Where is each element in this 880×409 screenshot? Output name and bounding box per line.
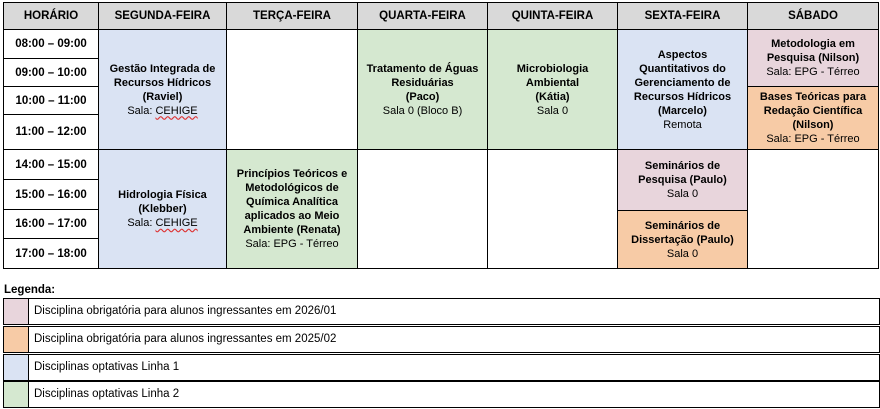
course-instructor: (Marcelo) bbox=[658, 104, 707, 117]
legend-text: Disciplinas optativas Linha 1 bbox=[34, 361, 180, 373]
course-metodologia-pesquisa bbox=[747, 29, 879, 87]
header-quarta: QUARTA-FEIRA bbox=[357, 2, 488, 30]
course-gestao-integrada bbox=[98, 29, 227, 150]
course-room: Sala: EPG - Térreo bbox=[245, 238, 339, 250]
header-quinta: QUINTA-FEIRA bbox=[487, 2, 618, 30]
time-slot: 09:00 – 10:00 bbox=[3, 58, 99, 87]
course-title-line: Gerenciamento de bbox=[634, 76, 731, 89]
course-aspectos-quantitativos bbox=[617, 29, 748, 150]
legend-item bbox=[3, 326, 880, 353]
course-title-line: Metodológicos de bbox=[245, 182, 339, 194]
time-slot: 15:00 – 16:00 bbox=[3, 179, 99, 210]
course-title-line: Metodologia em bbox=[771, 38, 855, 50]
legend-swatch bbox=[4, 327, 29, 352]
course-tratamento-aguas bbox=[357, 29, 488, 150]
course-room: Sala: CEHIGE bbox=[127, 217, 198, 229]
legend-item bbox=[3, 354, 880, 381]
course-title-line: Pesquisa (Paulo) bbox=[638, 174, 727, 186]
course-title-line: Dissertação (Paulo) bbox=[631, 233, 734, 246]
course-title-line: Princípios Teóricos e bbox=[236, 168, 348, 180]
empty-slot bbox=[487, 149, 618, 269]
course-instructor: (Klebber) bbox=[138, 203, 187, 215]
course-title-line: Ambiente (Renata) bbox=[243, 224, 341, 236]
course-title-line: Redação Científica bbox=[763, 105, 863, 117]
time-slot: 10:00 – 11:00 bbox=[3, 86, 99, 115]
course-room: Sala 0 bbox=[666, 247, 699, 260]
course-title-line: Química Analítica bbox=[246, 196, 338, 208]
schedule-table bbox=[3, 2, 879, 269]
legend-text: Disciplina obrigatória para alunos ingressantes em 2026/01 bbox=[34, 305, 337, 317]
course-room: Sala 0 bbox=[666, 188, 699, 200]
legend-item bbox=[3, 381, 880, 408]
legend-text: Disciplinas optativas Linha 2 bbox=[34, 388, 180, 400]
course-bases-teoricas bbox=[747, 86, 879, 150]
legend-swatch bbox=[4, 299, 29, 324]
course-title-line: Residuárias bbox=[391, 76, 454, 89]
time-slot: 17:00 – 18:00 bbox=[3, 238, 99, 269]
legend-swatch bbox=[4, 382, 29, 407]
course-title-line: Hidrologia Física bbox=[118, 189, 207, 201]
legend-item bbox=[3, 298, 880, 325]
course-title-line: Seminários de bbox=[644, 219, 721, 232]
course-seminarios-dissertacao bbox=[617, 210, 748, 269]
empty-slot bbox=[226, 29, 358, 150]
course-title-line: Tratamento de Águas bbox=[366, 62, 479, 75]
course-instructor: (Nilson) bbox=[792, 119, 834, 131]
header-sexta: SEXTA-FEIRA bbox=[617, 2, 748, 30]
course-room: Sala: EPG - Térreo bbox=[766, 66, 860, 78]
empty-slot bbox=[747, 149, 879, 269]
course-title-line: Seminários de bbox=[644, 160, 721, 172]
course-title-line: Gestão Integrada de bbox=[109, 62, 216, 75]
legend-title: Legenda: bbox=[4, 284, 56, 296]
course-title-line: Ambiental bbox=[525, 76, 580, 89]
time-slot: 08:00 – 09:00 bbox=[3, 29, 99, 59]
course-room: Sala: CEHIGE bbox=[127, 104, 198, 117]
course-title-line: Recursos Hídricos bbox=[113, 76, 212, 89]
header-sabado: SÁBADO bbox=[747, 2, 879, 30]
course-room: Sala 0 bbox=[536, 104, 569, 117]
course-principios-teoricos bbox=[226, 149, 358, 269]
empty-slot bbox=[357, 149, 488, 269]
course-title-line: Quantitativos do bbox=[639, 62, 726, 75]
course-title-line: Recursos Hídricos bbox=[633, 90, 732, 103]
header-horario: HORÁRIO bbox=[3, 2, 99, 30]
course-instructor: (Raviel) bbox=[142, 90, 183, 103]
header-terca: TERÇA-FEIRA bbox=[226, 2, 358, 30]
course-title-line: Pesquisa (Nilson) bbox=[766, 52, 860, 64]
course-seminarios-pesquisa bbox=[617, 149, 748, 211]
course-room: Remota bbox=[663, 118, 702, 131]
time-slot: 16:00 – 17:00 bbox=[3, 209, 99, 239]
course-title-line: aplicados ao Meio bbox=[244, 210, 340, 222]
course-instructor: (Kátia) bbox=[535, 90, 570, 103]
time-slot: 14:00 – 15:00 bbox=[3, 149, 99, 180]
legend-text: Disciplina obrigatória para alunos ingressantes em 2025/02 bbox=[34, 333, 337, 345]
course-hidrologia-fisica bbox=[98, 149, 227, 269]
course-microbiologia bbox=[487, 29, 618, 150]
course-title-line: Microbiologia bbox=[516, 62, 589, 75]
course-room: Sala 0 (Bloco B) bbox=[382, 104, 463, 117]
time-slot: 11:00 – 12:00 bbox=[3, 114, 99, 150]
course-room: Sala: EPG - Térreo bbox=[766, 133, 860, 145]
course-title-line: Aspectos bbox=[657, 48, 708, 61]
course-instructor: (Paco) bbox=[405, 90, 440, 103]
header-segunda: SEGUNDA-FEIRA bbox=[98, 2, 227, 30]
legend-swatch bbox=[4, 355, 29, 380]
course-title-line: Bases Teóricas para bbox=[759, 91, 867, 103]
